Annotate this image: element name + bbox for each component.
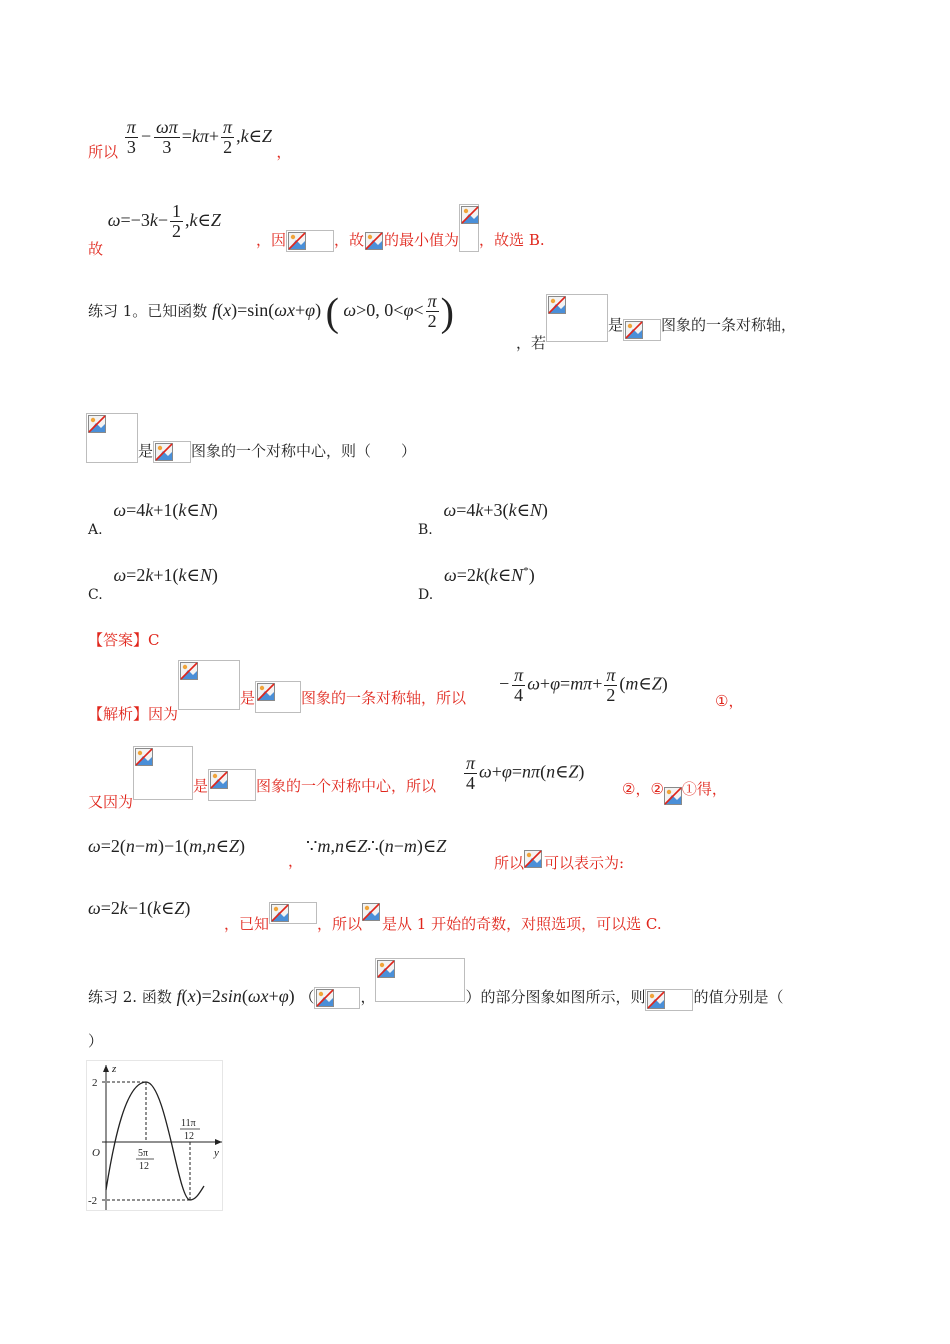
broken-image-icon	[524, 850, 542, 868]
image-placeholder	[153, 441, 191, 463]
formula-omega-eq: ω=−3k− $\frac{1}{2}$ ,k∈Z	[107, 201, 221, 241]
text-comma-2: ，	[360, 988, 376, 1006]
text-can-express: 可以表示为:	[544, 854, 625, 872]
line-solution-2-tail	[256, 229, 545, 252]
text-symmetry-axis: 图象的一条对称轴，	[661, 316, 797, 334]
option-b[interactable]	[418, 500, 548, 538]
text-analysis-center: 图象的一个对称中心，所以	[256, 777, 437, 795]
line-solution-1	[88, 117, 292, 161]
image-placeholder	[364, 231, 384, 251]
text-paren-open: （	[299, 988, 315, 1006]
text-shi: 是	[608, 316, 624, 334]
image-placeholder	[133, 746, 193, 800]
formula-function-def: f(x)=sin(ωx+φ) ( ω>0, 0<φ< $\frac{\pi}{2}$ )	[212, 289, 454, 334]
image-placeholder	[178, 660, 240, 710]
y-min-label: -2	[88, 1195, 98, 1207]
analysis-line3-tail	[494, 848, 624, 870]
formula-ex2-function: f(x)=2sin(ωx+φ)	[176, 986, 295, 1006]
image-placeholder	[255, 681, 301, 713]
broken-image-icon	[664, 787, 682, 805]
comma-sep: ，	[288, 852, 304, 870]
broken-image-icon	[365, 232, 383, 250]
option-c-label: C.	[88, 587, 103, 603]
option-a-label: A.	[88, 522, 103, 538]
exercise-1-line2	[86, 413, 416, 463]
image-placeholder	[362, 903, 382, 923]
text-choose-b: ，故选 B.	[479, 231, 545, 249]
text-suo-yi: 所以	[88, 142, 119, 161]
formula-axis-condition: − $\frac{\pi}{4}$ ω+φ=mπ+ $\frac{\pi}{2}$ (m∈Z)	[498, 665, 668, 705]
image-placeholder	[314, 987, 360, 1009]
text-suo-yi-3: ，所以	[317, 915, 363, 933]
broken-image-icon	[210, 771, 228, 789]
text-symmetry-center: 图象的一个对称中心，则（ ）	[191, 442, 417, 460]
option-d-label: D.	[418, 587, 434, 603]
text-yi-zhi: ，已知	[224, 915, 270, 933]
image-placeholder	[286, 230, 334, 252]
text-ruo: ，若	[516, 334, 547, 352]
text-values-are: 的值分别是（	[693, 988, 784, 1006]
option-c-formula: ω=2k+1(k∈N)	[113, 565, 218, 585]
broken-image-icon	[316, 989, 334, 1007]
y-max-label: 2	[92, 1077, 98, 1089]
x1-denominator: 12	[139, 1161, 149, 1172]
image-placeholder	[664, 787, 682, 805]
circle-two-text	[622, 778, 727, 799]
exercise-1-line1	[88, 288, 454, 335]
broken-image-icon	[271, 904, 289, 922]
exercise-1-line1-tail	[516, 294, 797, 352]
broken-image-icon	[461, 206, 479, 224]
broken-image-icon	[377, 960, 395, 978]
broken-image-icon	[647, 991, 665, 1009]
formula-symmetry-eq: $\frac{\pi}{3}$ − $\frac{\omega\pi}{3}$ =kπ+ $\frac{\pi}{2}$ ,k∈Z	[126, 117, 277, 157]
option-b-formula: ω=4k+3(k∈N)	[443, 500, 548, 520]
x-axis-label: y	[214, 1147, 219, 1159]
broken-image-icon	[135, 748, 153, 766]
y-axis-label: z	[112, 1063, 117, 1075]
text-analysis-axis: 图象的一条对称轴，所以	[301, 689, 467, 707]
line-solution-2	[88, 200, 221, 258]
option-d-formula: ω=2k(k∈N*)	[443, 565, 535, 585]
x2-denominator: 12	[184, 1131, 194, 1142]
broken-image-icon	[548, 296, 566, 314]
formula-omega-final: ω=2k−1(k∈Z)	[88, 898, 191, 918]
text-odd-numbers: 是从 1 开始的奇数，对照选项，可以选 C.	[382, 915, 662, 933]
image-placeholder	[86, 413, 138, 463]
circle-one: ①，	[715, 692, 744, 710]
option-c[interactable]	[88, 565, 218, 603]
broken-image-icon	[257, 683, 275, 701]
option-d[interactable]	[418, 565, 535, 603]
text-min-value: 的最小值为	[384, 231, 460, 249]
broken-image-icon	[88, 415, 106, 433]
broken-image-icon	[180, 662, 198, 680]
option-a[interactable]	[88, 500, 218, 538]
analysis-line1	[88, 660, 467, 723]
analysis-heading: 【解析】因为	[88, 705, 179, 723]
text-paren-close: ）	[88, 1032, 104, 1050]
text-shi-4: 是	[193, 777, 209, 795]
broken-image-icon	[625, 321, 643, 339]
formula-because-therefore: ∵m,n∈Z∴(n−m)∈Z	[306, 836, 447, 856]
option-b-label: B.	[418, 522, 433, 538]
image-placeholder	[645, 989, 693, 1011]
analysis-line4-tail	[224, 901, 662, 933]
image-placeholder	[375, 958, 465, 1002]
image-placeholder	[459, 204, 479, 252]
image-placeholder	[269, 902, 317, 924]
text-two-two: ②，②	[622, 780, 664, 798]
exercise-2-line	[88, 958, 784, 1006]
image-placeholder	[208, 769, 256, 801]
formula-center-condition: $\frac{\pi}{4}$ ω+φ=nπ(n∈Z)	[466, 753, 585, 793]
broken-image-icon	[155, 443, 173, 461]
image-placeholder	[524, 850, 544, 870]
exercise-2-heading: 练习 2. 函数	[88, 988, 172, 1006]
text-comma: ，	[276, 142, 292, 161]
x2-numerator: 11π	[181, 1118, 196, 1129]
text-gu-2: ，故	[334, 231, 365, 249]
image-placeholder	[546, 294, 608, 342]
broken-image-icon	[362, 903, 380, 921]
text-gu: 故	[88, 239, 104, 258]
sine-graph	[86, 1060, 226, 1212]
text-de: ①得，	[681, 780, 727, 798]
text-shi-2: 是	[138, 442, 154, 460]
formula-omega-diff: ω=2(n−m)−1(m,n∈Z)	[88, 836, 246, 856]
text-shi-3: 是	[240, 689, 256, 707]
analysis-line2	[88, 746, 437, 811]
image-placeholder	[623, 319, 661, 341]
text-yin: ，因	[256, 231, 287, 249]
answer-label: 【答案】C	[88, 631, 160, 649]
x1-numerator: 5π	[138, 1148, 149, 1159]
text-suo-yi-2: 所以	[494, 854, 525, 872]
origin-label: O	[92, 1147, 100, 1159]
option-a-formula: ω=4k+1(k∈N)	[113, 500, 218, 520]
broken-image-icon	[288, 232, 306, 250]
text-partial-graph: ）的部分图象如图所示，则	[465, 988, 646, 1006]
exercise-1-heading: 练习 1。已知函数	[88, 301, 208, 320]
text-you-yin-wei: 又因为	[88, 793, 134, 811]
